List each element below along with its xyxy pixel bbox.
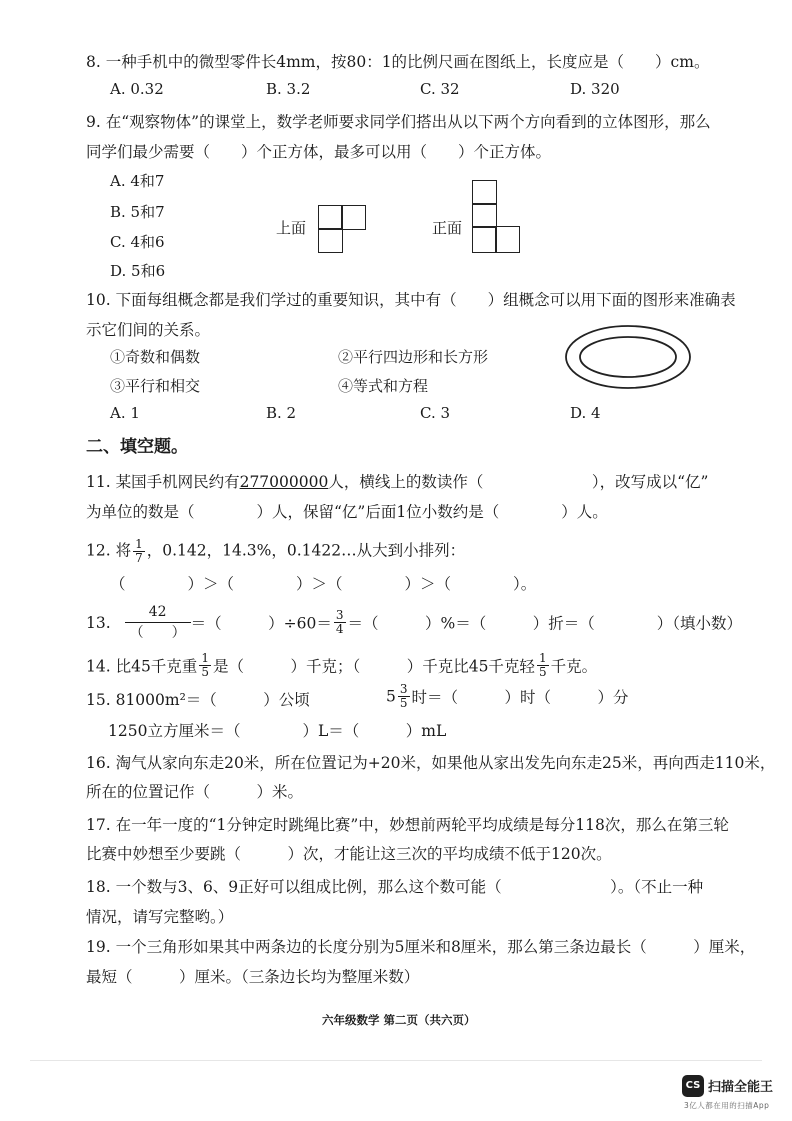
question-15-line2: 1250立方厘米＝（ ）L＝（ ）mL [108, 722, 447, 740]
q10-option-d: D. 4 [570, 404, 601, 422]
question-15-part2 [386, 683, 629, 710]
q8-option-a: A. 0.32 [110, 80, 164, 98]
front-view-square [495, 226, 520, 253]
q10-item-3: ③平行和相交 [110, 377, 201, 395]
outer-ellipse [566, 326, 690, 388]
fraction-denominator: 5 [201, 665, 209, 679]
front-view-square [472, 226, 497, 253]
question-16-line1: 16. 淘气从家向东走20米，所在位置记为+20米，如果他从家出发先向东走25米，再向西走110米， [86, 754, 776, 772]
q13-label: 13. [86, 613, 111, 632]
question-17-line2: 比赛中妙想至少要跳（ ）次，才能让这三次的平均成绩不低于120次。 [86, 845, 612, 863]
q9-option-d: D. 5和6 [110, 262, 166, 280]
question-11-line2: 为单位的数是（ ）人，保留“亿”后面1位小数约是（ ）人。 [86, 503, 608, 521]
question-18-line1: 18. 一个数与3、6、9正好可以组成比例，那么这个数可能（ ）。（不止一种 [86, 878, 704, 896]
q15-time-text: 时＝（ ）时（ ）分 [411, 688, 629, 707]
question-13-line [86, 602, 742, 643]
question-11-line1 [86, 470, 708, 492]
q14-part1: 14. 比45千克重 [86, 657, 198, 676]
q10-item-1: ①奇数和偶数 [110, 348, 201, 366]
page-divider [30, 1060, 762, 1061]
page-footer: 六年级数学 第二页（共六页） [322, 1013, 476, 1027]
fraction-numerator: 3 [335, 608, 344, 622]
fraction-numerator: 42 [125, 602, 191, 623]
top-view-square [318, 228, 343, 253]
q12-suffix: ，0.142，14.3%，0.1422…从大到小排列： [146, 541, 466, 560]
q10-option-c: C. 3 [420, 404, 451, 422]
question-10-line1: 10. 下面每组概念都是我们学过的重要知识，其中有（ ）组概念可以用下面的图形来准确表 [86, 291, 736, 309]
mixed-whole: 5 [386, 687, 396, 706]
q8-option-d: D. 320 [570, 80, 620, 98]
fraction-denominator: 7 [135, 551, 143, 565]
q8-option-b: B. 3.2 [266, 80, 311, 98]
section-heading-fill-blank: 二、填空题。 [86, 437, 188, 457]
question-19-line1: 19. 一个三角形如果其中两条边的长度分别为5厘米和8厘米，那么第三条边最长（ ）厘米， [86, 938, 756, 956]
q10-item-4: ④等式和方程 [338, 377, 429, 395]
q11-prefix: 11. 某国手机网民约有 [86, 473, 240, 491]
fraction-numerator: 1 [201, 651, 209, 665]
question-10-line2: 示它们间的关系。 [86, 321, 211, 339]
q14-fraction-1 [199, 652, 211, 679]
question-19-line2: 最短（ ）厘米。（三条边长均为整厘米数） [86, 968, 420, 986]
inner-ellipse [580, 337, 676, 377]
camscanner-logo-icon: CS [682, 1075, 704, 1097]
fraction-numerator: 3 [399, 682, 408, 696]
fraction-denominator: 4 [335, 622, 344, 636]
question-9-line2: 同学们最少需要（ ）个正方体，最多可以用（ ）个正方体。 [86, 143, 552, 161]
nested-ellipse-diagram [562, 322, 694, 392]
front-view-square [472, 203, 497, 228]
watermark-title: 扫描全能王 [708, 1080, 774, 1095]
q13-fraction [125, 602, 191, 643]
q10-option-b: B. 2 [266, 404, 297, 422]
front-view-label: 正面 [432, 219, 463, 237]
fraction-denominator: 5 [538, 665, 547, 679]
q15-mixed-number [386, 683, 412, 710]
q13-part1: ＝（ ）÷60＝ [190, 614, 332, 633]
q13-fraction-2 [334, 609, 346, 636]
watermark-subtitle: 3亿人都在用的扫描App [684, 1101, 770, 1110]
question-9-line1: 9. 在“观察物体”的课堂上，数学老师要求同学们搭出从以下两个方向看到的立体图形，那么 [86, 113, 711, 131]
fraction-denominator: 5 [399, 696, 408, 710]
question-18-line2: 情况，请写完整哟。） [86, 908, 234, 926]
mixed-fraction [398, 683, 410, 710]
q14-part3: 千克。 [550, 657, 598, 676]
fraction-denominator: （ ） [129, 625, 186, 641]
question-12-line1 [86, 538, 465, 565]
question-17-line1: 17. 在一年一度的“1分钟定时跳绳比赛”中，妙想前两轮平均成绩是每分118次，那么在第三轮 [86, 816, 729, 834]
top-view-square [318, 205, 343, 230]
top-view-square [341, 205, 366, 230]
q12-prefix: 12. 将 [86, 541, 132, 560]
question-12-line2: （ ）＞（ ）＞（ ）＞（ ）。 [110, 575, 537, 593]
question-14-line [86, 652, 597, 679]
question-16-line2: 所在的位置记作（ ）米。 [86, 783, 304, 801]
q14-part2: 是（ ）千克；（ ）千克比45千克轻 [212, 657, 535, 676]
q9-option-b: B. 5和7 [110, 203, 165, 221]
q8-option-c: C. 32 [420, 80, 460, 98]
question-15-part1: 15. 81000m²＝（ ）公顷 [86, 691, 310, 709]
question-8-text: 8. 一种手机中的微型零件长4mm，按80：1的比例尺画在图纸上，长度应是（ ）cm。 [86, 53, 710, 71]
q11-underlined-number: 277000000 [239, 473, 329, 491]
q10-item-2: ②平行四边形和长方形 [338, 348, 489, 366]
fraction-numerator: 1 [135, 537, 143, 551]
q10-option-a: A. 1 [110, 404, 140, 422]
q13-part2: ＝（ ）%＝（ ）折＝（ ）（填小数） [347, 614, 742, 633]
top-view-label: 上面 [276, 219, 307, 237]
q11-suffix: 人，横线上的数读作（ ），改写成以“亿” [328, 473, 709, 491]
fraction-numerator: 1 [538, 651, 547, 665]
q9-option-c: C. 4和6 [110, 233, 165, 251]
q9-option-a: A. 4和7 [110, 172, 165, 190]
front-view-square [472, 180, 497, 205]
q14-fraction-2 [537, 652, 549, 679]
q12-fraction [133, 538, 145, 565]
